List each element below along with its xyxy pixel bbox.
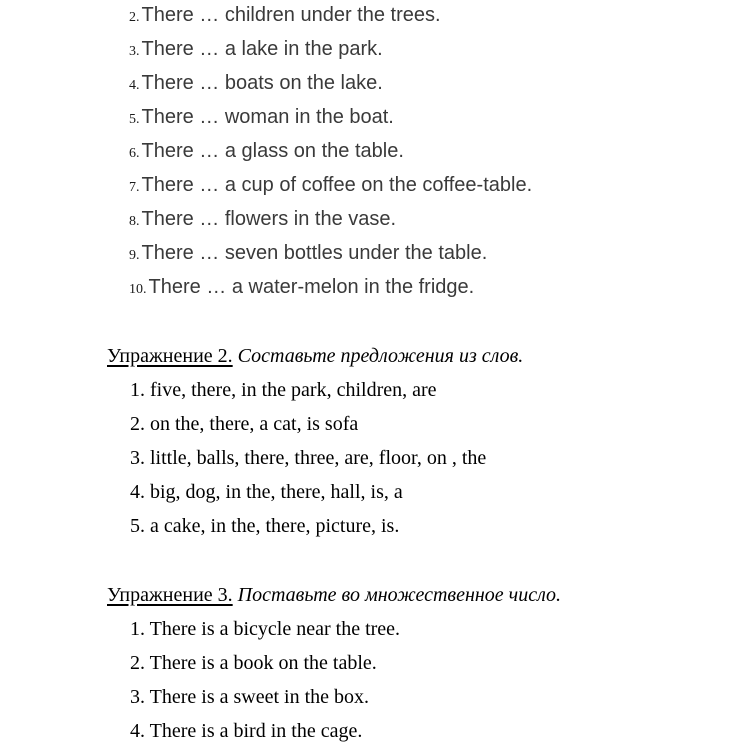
item-text: There … a lake in the park.: [141, 38, 383, 60]
item-number: 4.: [129, 78, 140, 93]
list-item: [129, 34, 383, 64]
list-item: [129, 102, 394, 132]
list-item: 5. a cake, in the, there, picture, is.: [130, 515, 400, 537]
list-item: 4. There is a bird in the cage.: [130, 720, 363, 742]
list-item: [129, 204, 396, 234]
exercise-2-task: Составьте предложения из слов.: [237, 345, 524, 367]
list-item: [129, 272, 474, 302]
item-number: 10.: [129, 282, 147, 297]
item-text: There … a water-melon in the fridge.: [148, 276, 475, 298]
item-text: There … children under the trees.: [141, 4, 441, 26]
exercise-2-label: Упражнение 2.: [107, 345, 233, 367]
list-item: [129, 170, 532, 200]
list-item: 1. There is a bicycle near the tree.: [130, 618, 401, 640]
item-text: There … boats on the lake.: [141, 72, 383, 94]
list-item: 4. big, dog, in the, there, hall, is, a: [130, 481, 403, 503]
item-text: There … a glass on the table.: [141, 140, 404, 162]
item-text: There … flowers in the vase.: [141, 208, 397, 230]
item-number: 2.: [129, 10, 140, 25]
item-text: There … a cup of coffee on the coffee-table.: [141, 174, 533, 196]
exercise-3-heading: [107, 580, 561, 610]
item-number: 9.: [129, 248, 140, 263]
list-item: [129, 0, 441, 30]
list-item: [129, 136, 404, 166]
item-number: 5.: [129, 112, 140, 127]
exercise-3-label: Упражнение 3.: [107, 584, 233, 606]
list-item: 3. There is a sweet in the box.: [130, 686, 370, 708]
list-item: [129, 238, 487, 268]
item-text: There … seven bottles under the table.: [141, 242, 488, 264]
list-item: 3. little, balls, there, three, are, floor, on , the: [130, 447, 487, 469]
item-number: 3.: [129, 44, 140, 59]
item-number: 8.: [129, 214, 140, 229]
list-item: 2. There is a book on the table.: [130, 652, 377, 674]
exercise-2-heading: [107, 341, 523, 371]
item-number: 6.: [129, 146, 140, 161]
exercise-3-task: Поставьте во множественное число.: [237, 584, 562, 606]
item-text: There … woman in the boat.: [141, 106, 394, 128]
list-item: 2. on the, there, a cat, is sofa: [130, 413, 359, 435]
item-number: 7.: [129, 180, 140, 195]
list-item: 1. five, there, in the park, children, are: [130, 379, 437, 401]
list-item: [129, 68, 383, 98]
